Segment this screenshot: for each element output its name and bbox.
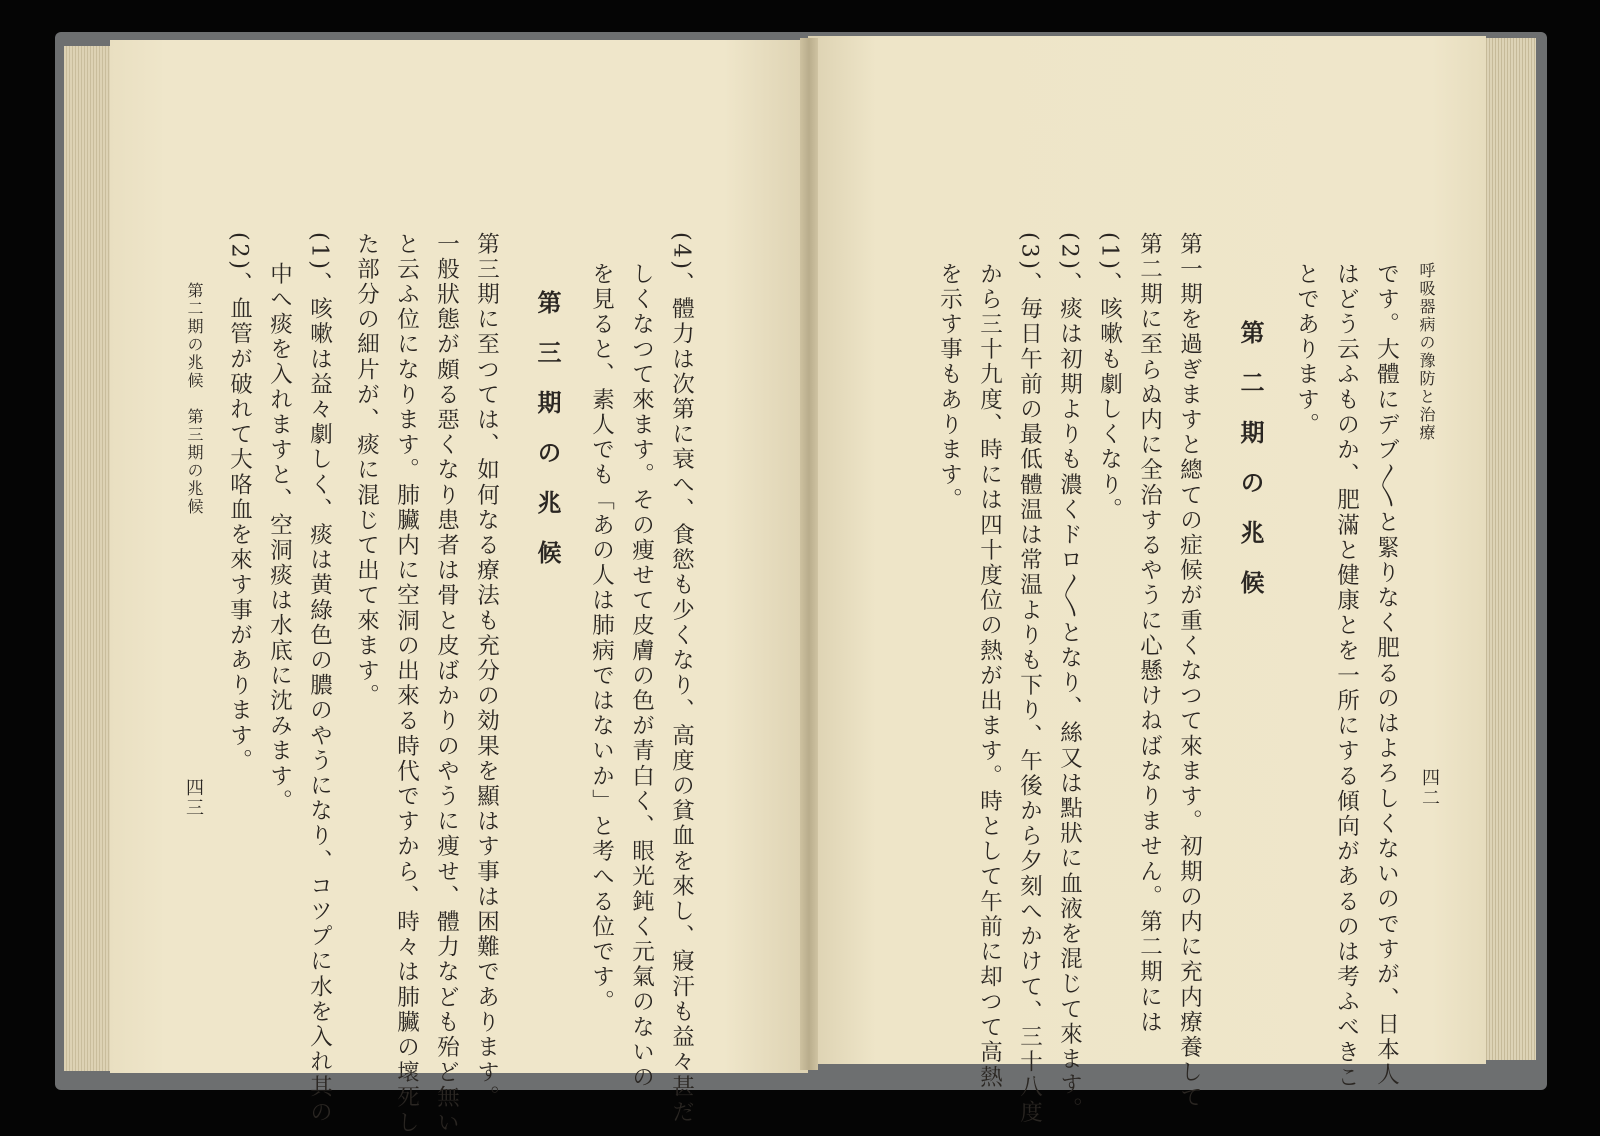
text-line: はどう云ふものか、肥滿と健康とを一所にする傾向があるのは考ふべきこ — [1333, 262, 1360, 1091]
text-line: から三十九度、時には四十度位の熱が出ます。時として午前に却つて高熱 — [976, 262, 1003, 1091]
text-line: (2)、血管が破れて大咯血を來す事があります。 — [226, 232, 253, 774]
text-line: 一般狀態が頗る惡くなり患者は骨と皮ばかりのやうに痩せ、體力なども殆ど無い — [433, 232, 460, 1136]
section-heading: 第二期の兆候 — [1236, 320, 1265, 620]
text-line: (2)、痰は初期よりも濃くドロ〳〵となり、絲又は點狀に血液を混じて來ます。 — [1056, 232, 1083, 1123]
running-footer: 第二期の兆候 第三期の兆候 — [185, 282, 204, 516]
text-line: (1)、咳嗽も劇しくなり。 — [1096, 232, 1123, 523]
text-line: 第一期を過ぎますと總ての症候が重くなつて來ます。初期の内に充内療養して — [1176, 232, 1203, 1111]
text-line: 第三期に至つては、如何なる療法も充分の効果を顯はす事は困難であります。 — [473, 232, 500, 1111]
text-line: 中へ痰を入れますと、空洞痰は水底に沈みます。 — [266, 262, 293, 815]
text-line: 第二期に至らぬ内に全治するやうに心懸けねばなりません。第二期には — [1136, 232, 1163, 1036]
page-number-right: 四二 — [1419, 768, 1440, 808]
text-line: しくなつて來ます。その痩せて皮膚の色が青白く、眼光鈍く元氣のないの — [628, 262, 655, 1091]
text-line: た部分の細片が、痰に混じて出て來ます。 — [353, 232, 380, 709]
right-page-stack-edge — [1478, 38, 1536, 1060]
text-line: (1)、咳嗽は益々劇しく、痰は黄綠色の膿のやうになり、コツプに水を入れ其の — [306, 232, 333, 1126]
page-number-left: 四三 — [183, 778, 204, 818]
text-line: を示す事もあります。 — [936, 262, 963, 513]
text-line: (3)、毎日午前の最低體温は常温よりも下り、午後から夕刻へかけて、三十八度 — [1016, 232, 1043, 1126]
book-gutter — [800, 38, 818, 1070]
text-line: です。大體にデブ〳〵と緊りなく肥るのはよろしくないのですが、日本人 — [1373, 262, 1400, 1088]
text-line: と云ふ位になります。肺臟内に空洞の出來る時代ですから、時々は肺臟の壞死し — [393, 232, 420, 1136]
section-heading: 第三期の兆候 — [533, 290, 562, 590]
text-line: とであります。 — [1293, 262, 1320, 438]
running-header: 呼吸器病の豫防と治療 — [1417, 262, 1436, 442]
text-line: を見ると、素人でも「あの人は肺病ではないか」と考へる位です。 — [588, 262, 615, 1015]
text-line: (4)、體力は次第に衰へ、食慾も少くなり、高度の貧血を來し、寢汗も益々甚だ — [668, 232, 695, 1126]
